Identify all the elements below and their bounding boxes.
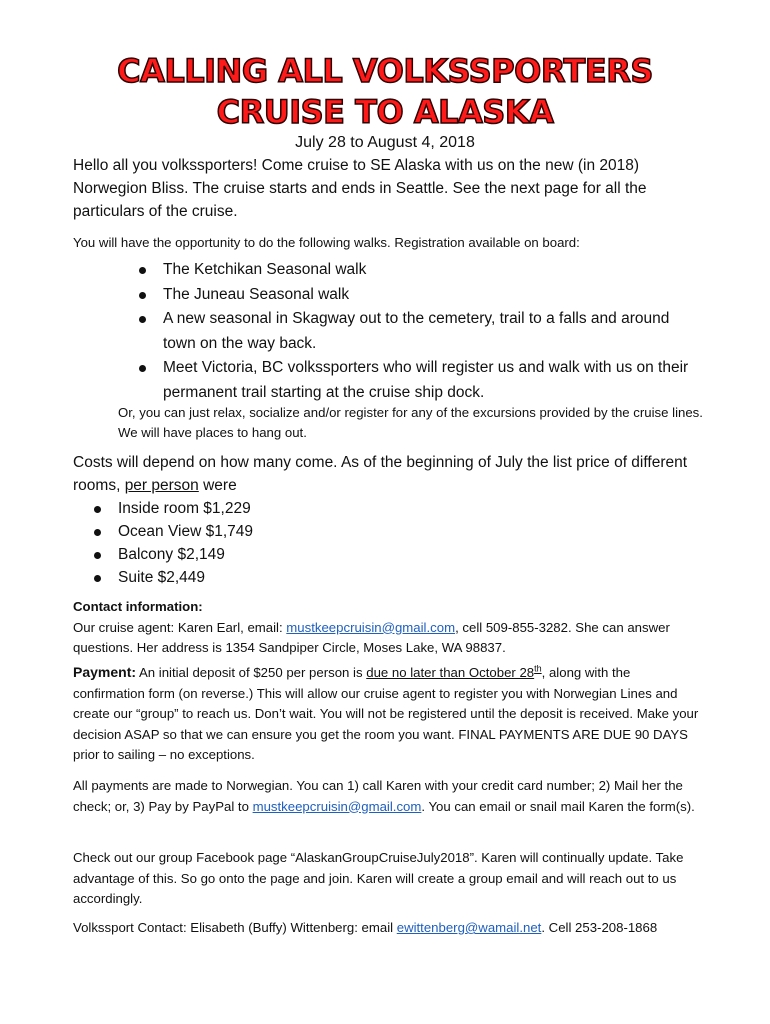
payments-text-before: All payments are made to Norwegian. You can 1) call Karen with your credit card number; 2) Mail her the check; or, 3) Pay by PayPal to: [73, 778, 683, 814]
payment-text-before: An initial deposit of $250 per person is: [136, 665, 367, 680]
cruise-dates: July 28 to August 4, 2018: [295, 134, 475, 151]
payment-label: Payment:: [73, 664, 137, 680]
contact-section: [73, 597, 703, 659]
walk-item: The Ketchikan Seasonal walk: [135, 258, 705, 283]
relax-note: Or, you can just relax, socialize and/or register for any of the excursions provided by the cruise lines. We will have places to hang out.: [118, 405, 703, 440]
volkssport-text-before: Volkssport Contact: Elisabeth (Buffy) Wittenberg: email: [73, 920, 397, 935]
per-person-underlined: per person: [124, 476, 199, 494]
payment-paragraph: [73, 662, 703, 766]
paypal-email-link[interactable]: mustkeepcruisin@gmail.com: [252, 798, 422, 814]
volkssport-contact: [73, 918, 703, 939]
price-item-ocean-view: Ocean View $1,749: [90, 520, 253, 543]
contact-text-before: Our cruise agent: Karen Earl, email:: [73, 619, 287, 635]
costs-text-before: Costs will depend on how many come. As of the beginning of July the list price of different rooms,: [73, 454, 688, 494]
agent-email-link[interactable]: mustkeepcruisin@gmail.com: [286, 619, 456, 635]
payment-deadline-suffix: th: [534, 663, 542, 674]
contact-heading: Contact information:: [73, 599, 203, 614]
payments-text-after: . You can email or snail mail Karen the form(s).: [421, 798, 695, 814]
payment-text-after: , along with the confirmation form (on reverse.) This will allow our cruise agent to register you with Norwegian Lines and create our “group” to reach us. Don’t wait. You will not be registered until the deposit is received. Make your decision ASAP so that we can ensure you get the room you want. FINAL PAYMENTS ARE DUE 90 DAYS prior to sailing – no exceptions.: [73, 665, 699, 762]
intro-paragraph: Hello all you volkssporters! Come cruise to SE Alaska with us on the new (in 2018) Norwegion Bliss. The cruise starts and ends in Seattle. See the next page for all the particulars of the cruise.: [73, 157, 647, 220]
price-item-inside: Inside room $1,229: [90, 497, 253, 520]
payment-deadline: due no later than October 28: [366, 665, 535, 680]
costs-paragraph: [73, 452, 703, 497]
walks-list: [135, 258, 705, 405]
price-item-suite: Suite $2,449: [90, 566, 253, 589]
contact-text-after: , cell 509-855-3282. She can answer questions. Her address is 1354 Sandpiper Circle, Moses Lake, WA 98837.: [73, 619, 670, 655]
price-item-balcony: Balcony $2,149: [90, 543, 253, 566]
walk-item: A new seasonal in Skagway out to the cemetery, trail to a falls and around town on the way back.: [135, 307, 705, 356]
payment-methods-paragraph: [73, 776, 703, 817]
walk-item: The Juneau Seasonal walk: [135, 283, 705, 308]
facebook-paragraph: Check out our group Facebook page “AlaskanGroupCruiseJuly2018”. Karen will continually update. Take advantage of this. So go onto the page and join. Karen will create a group email and will reach out to us accordingly.: [73, 850, 684, 906]
walk-item: Meet Victoria, BC volkssporters who will register us and walk with us on their permanent trail starting at the cruise ship dock.: [135, 356, 705, 405]
volkssport-email-link[interactable]: ewittenberg@wamail.net: [396, 920, 542, 935]
price-list: [90, 497, 253, 589]
walks-intro: You will have the opportunity to do the following walks. Registration available on board:: [73, 235, 580, 250]
title-line-1: CALLING ALL VOLKSSPORTERS: [117, 52, 653, 90]
costs-text-after: were: [198, 476, 237, 494]
title-line-2: CRUISE TO ALASKA: [216, 93, 554, 131]
volkssport-text-after: . Cell 253-208-1868: [541, 920, 658, 935]
